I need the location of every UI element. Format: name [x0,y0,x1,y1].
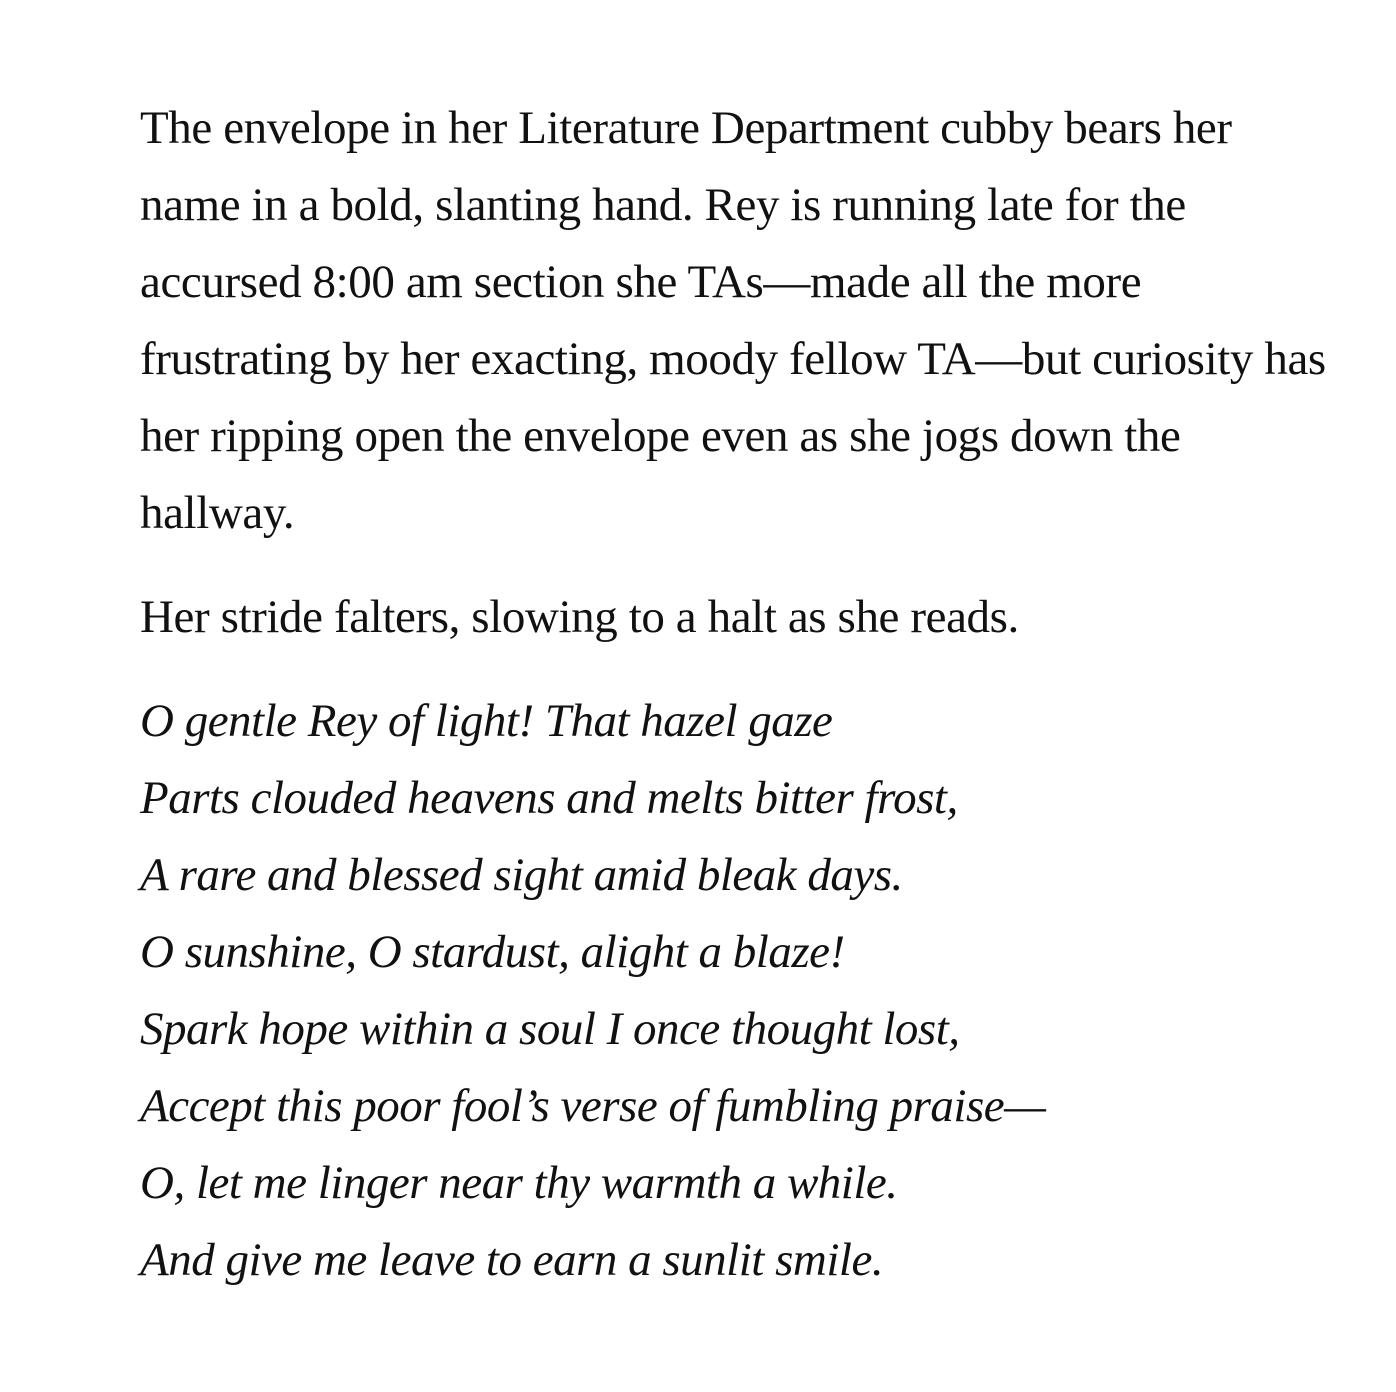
poem-line: And give me leave to earn a sunlit smile. [140,1234,884,1286]
poem-line: Parts clouded heavens and melts bitter frost, [140,772,958,824]
prose-section [140,90,1330,656]
poem-line: O, let me linger near thy warmth a while. [140,1157,898,1209]
poem [140,683,1330,1299]
poem-line: Spark hope within a soul I once thought lost, [140,1003,960,1055]
poem-line: Accept this poor fool’s verse of fumbling praise— [140,1080,1046,1132]
poem-line: O sunshine, O stardust, alight a blaze! [140,926,845,978]
document-page [140,90,1330,1299]
paragraph-stride: Her stride falters, slowing to a halt as she reads. [140,591,1019,643]
paragraph-envelope: The envelope in her Literature Department cubby bears her name in a bold, slanting hand. Rey is running late for the accursed 8:00 am section she TAs—made all the more frustrating by her exacting, moody fellow TA—but curiosity has her ripping open the envelope even as she jogs down the hallway. [140,102,1326,539]
poem-line: O gentle Rey of light! That hazel gaze [140,695,833,747]
poem-line: A rare and blessed sight amid bleak days. [140,849,903,901]
